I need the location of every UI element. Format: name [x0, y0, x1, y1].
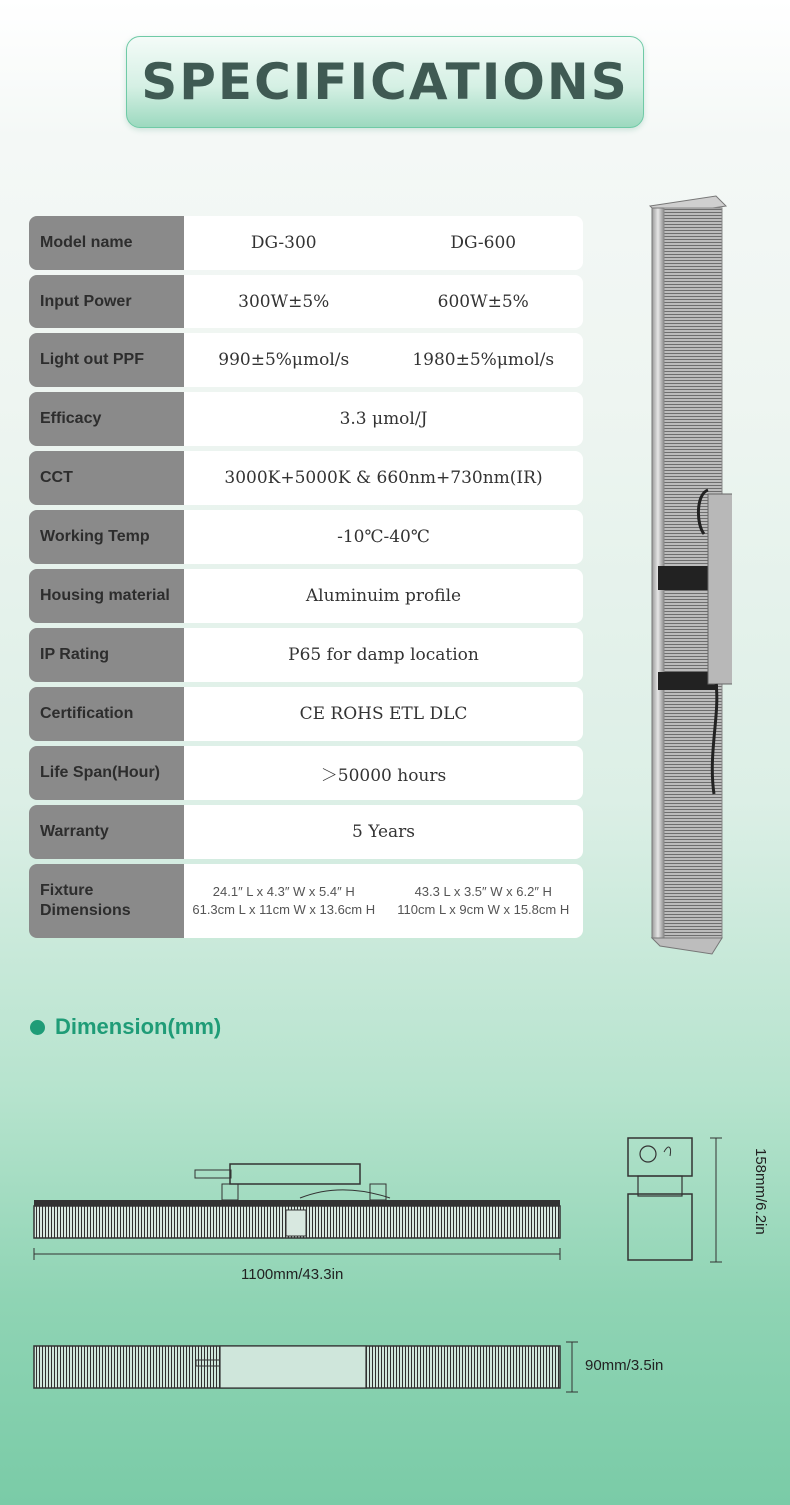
table-row	[29, 333, 583, 387]
cell-dg300: DG-300	[250, 233, 317, 253]
table-row	[29, 510, 583, 564]
row-label: Certification	[29, 687, 184, 741]
dg600-metric: 110cm L x 9cm W x 15.8cm H	[397, 902, 570, 917]
cell-dg300	[184, 883, 384, 919]
table-row	[29, 275, 583, 328]
table-row	[29, 687, 583, 741]
row-label: IP Rating	[29, 628, 184, 682]
table-row	[29, 628, 583, 682]
table-row	[29, 216, 583, 270]
row-label: Housing material	[29, 569, 184, 623]
cell-dg600	[384, 883, 584, 919]
row-label: Warranty	[29, 805, 184, 859]
cell-value: 5 Years	[351, 822, 415, 842]
page-title: SPECIFICATIONS	[141, 53, 629, 111]
cell-dg600: 600W±5%	[437, 291, 529, 312]
cell-dg600: DG-600	[450, 233, 517, 253]
length-label: 1100mm/43.3in	[241, 1266, 344, 1283]
row-label	[29, 864, 184, 938]
row-label: Working Temp	[29, 510, 184, 564]
dg300-imperial: 24.1″ L x 4.3″ W x 5.4″ H	[212, 884, 355, 899]
row-label: Light out PPF	[29, 333, 184, 387]
table-row	[29, 569, 583, 623]
cell-value: ＞50000 hours	[320, 765, 447, 786]
table-row	[29, 864, 583, 938]
cell-value: Aluminuim profile	[305, 586, 462, 606]
cell-dg300: 300W±5%	[238, 291, 330, 312]
width-label: 90mm/3.5in	[585, 1357, 664, 1374]
cell-value: -10℃-40℃	[337, 527, 430, 547]
top-view-drawing	[30, 1340, 582, 1396]
bullet-icon	[30, 1020, 45, 1035]
spec-table	[29, 216, 583, 943]
row-label: Input Power	[29, 275, 184, 328]
cell-value: CE ROHS ETL DLC	[299, 704, 468, 724]
height-label: 158mm/6.2in	[752, 1148, 769, 1235]
dimension-title: Dimension(mm)	[55, 1014, 222, 1039]
table-row	[29, 392, 583, 446]
cell-value: 3000K+5000K & 660nm+730nm(IR)	[224, 468, 543, 488]
cell-value: 3.3 μmol/J	[339, 409, 428, 429]
product-image	[646, 194, 732, 964]
row-label: Efficacy	[29, 392, 184, 446]
dg300-metric: 61.3cm L x 11cm W x 13.6cm H	[192, 902, 376, 917]
cell-value: P65 for damp location	[288, 645, 479, 665]
dimension-heading	[30, 1014, 221, 1040]
table-row	[29, 746, 583, 800]
row-label: Life Span(Hour)	[29, 746, 184, 800]
row-label: CCT	[29, 451, 184, 505]
cell-dg600: 1980±5%μmol/s	[412, 350, 555, 370]
dg600-imperial: 43.3 L x 3.5″ W x 6.2″ H	[414, 884, 552, 899]
row-label-line1: Fixture	[40, 882, 94, 899]
row-label: Model name	[29, 216, 184, 270]
side-view-drawing	[30, 1158, 570, 1268]
cell-dg300: 990±5%μmol/s	[218, 350, 350, 370]
title-banner	[126, 36, 644, 128]
row-label-line2: Dimensions	[40, 902, 131, 919]
end-view-drawing	[624, 1134, 734, 1268]
table-row	[29, 451, 583, 505]
table-row	[29, 805, 583, 859]
